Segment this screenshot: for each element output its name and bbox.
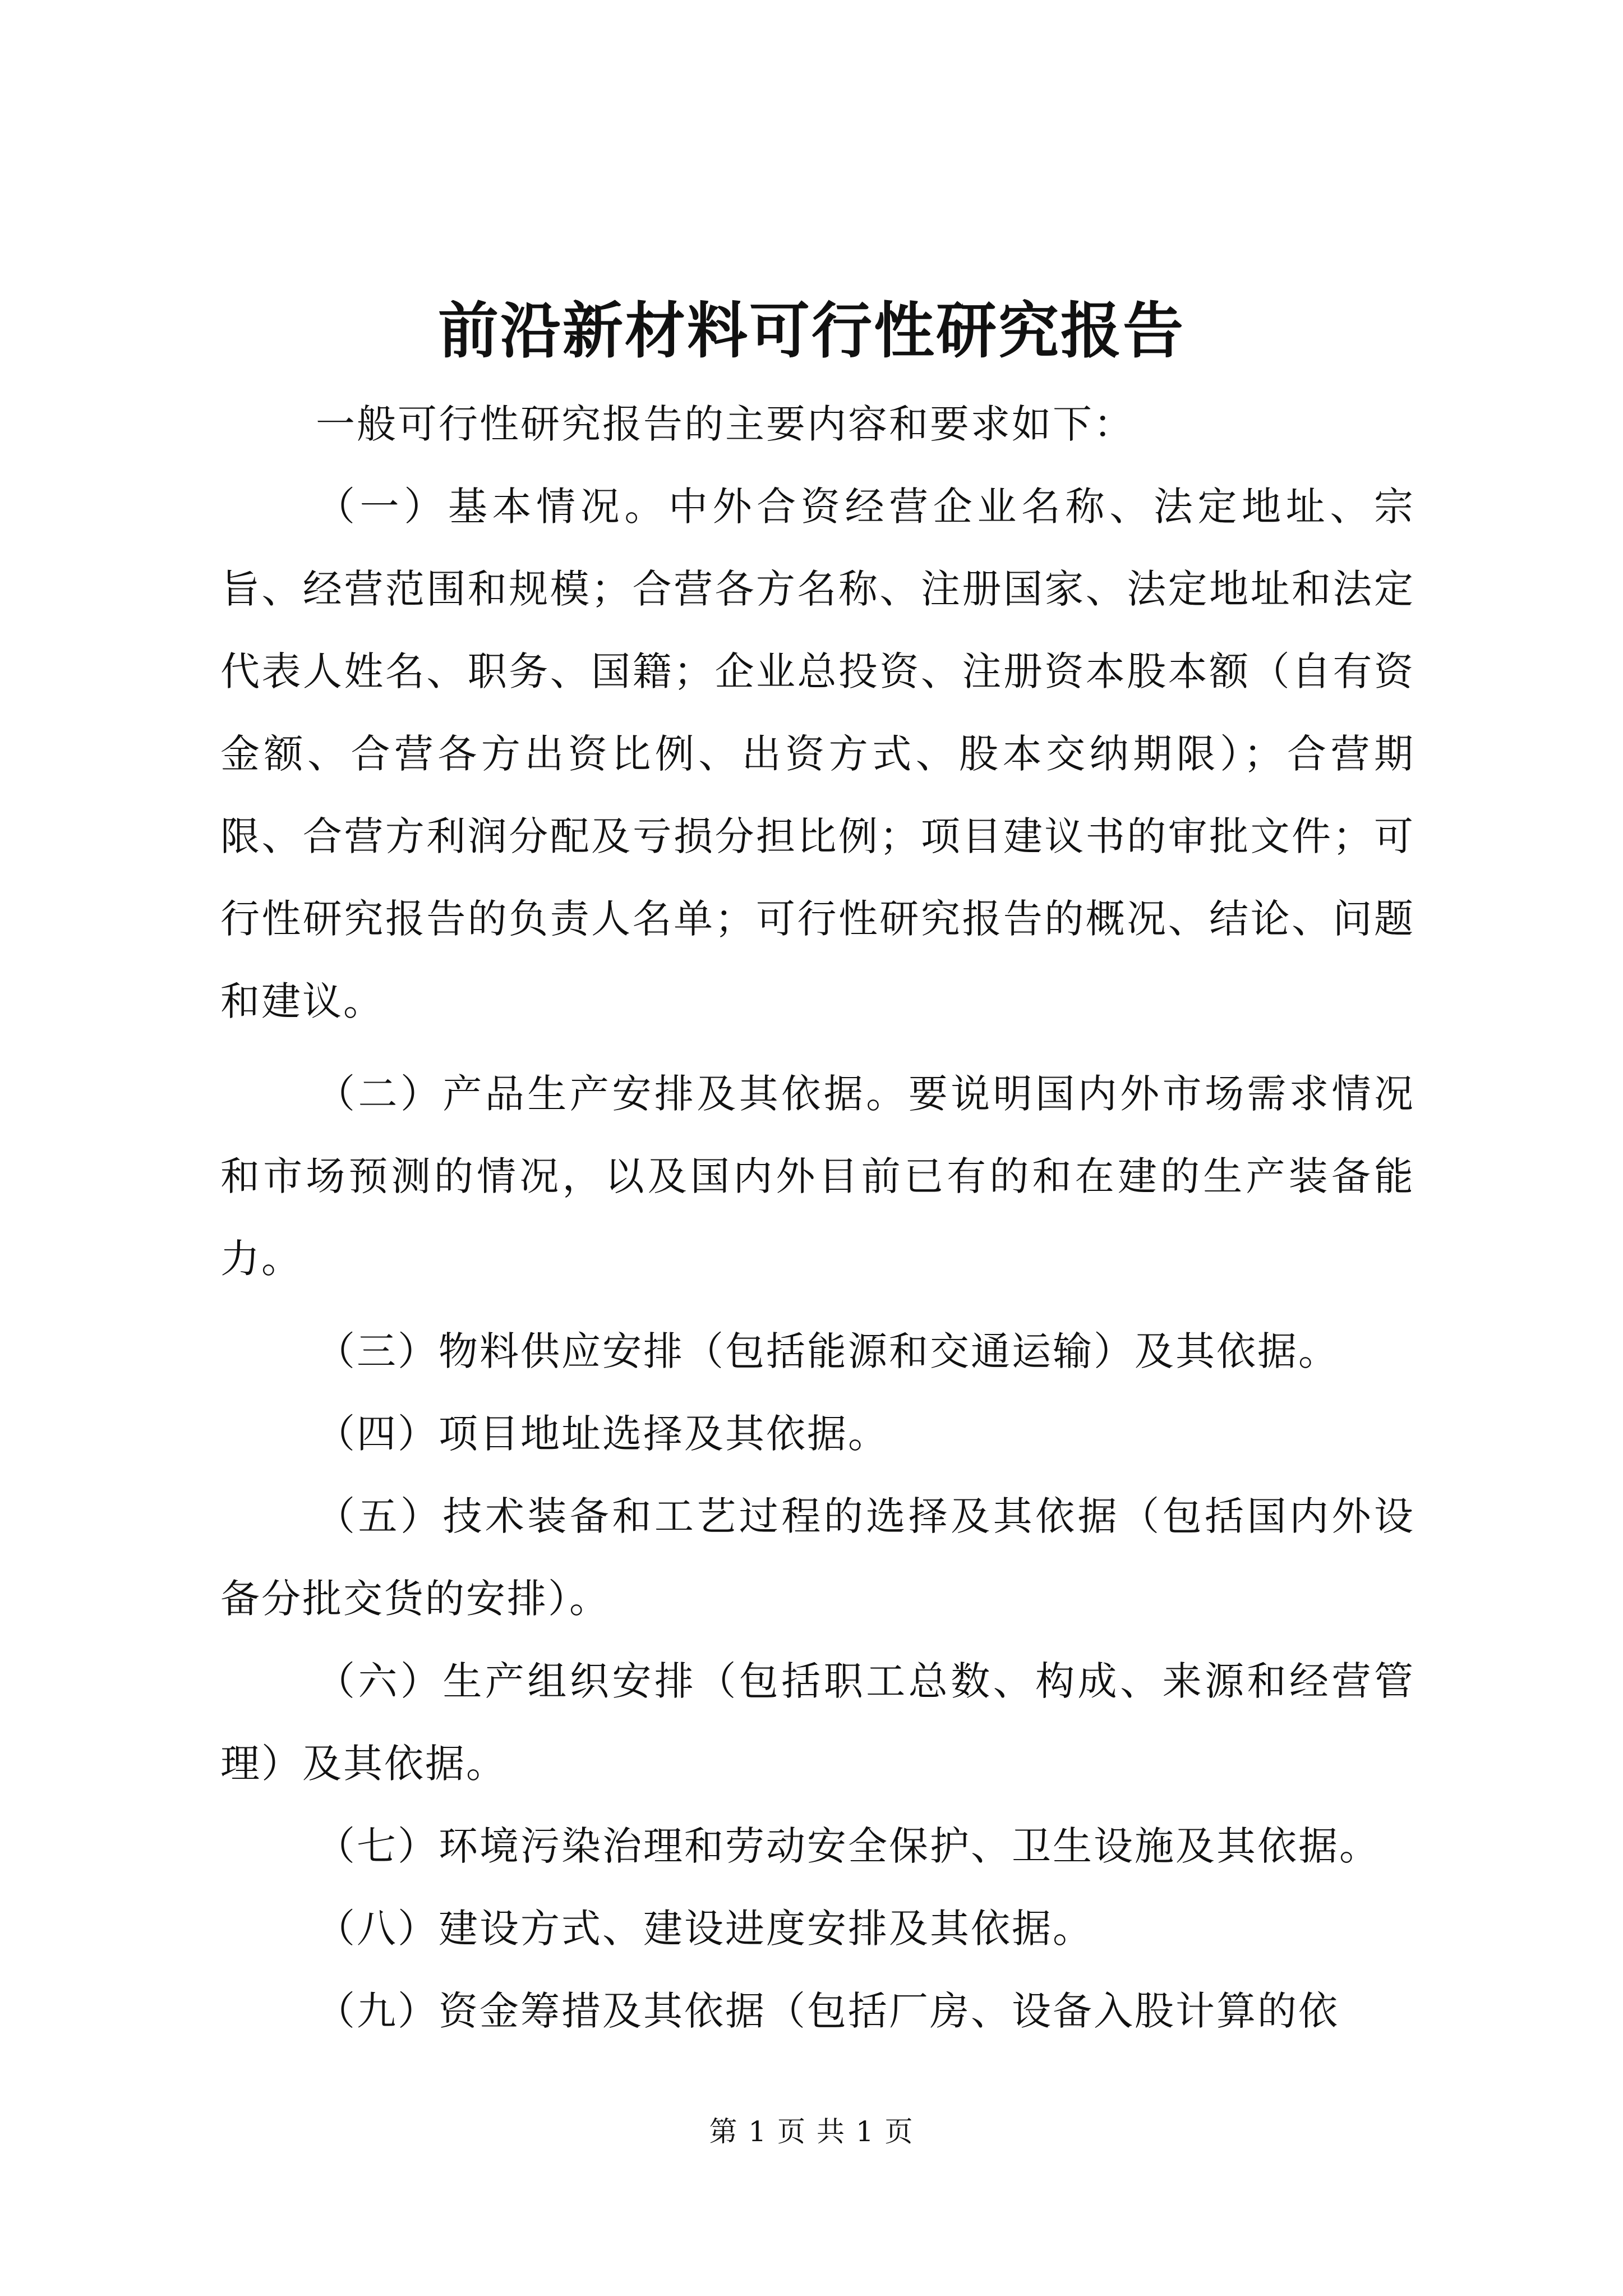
section-5-technology: （五）技术装备和工艺过程的选择及其依据（包括国内外设备分批交货的安排）。 bbox=[220, 1493, 1415, 1622]
section-9-funding: （九）资金筹措及其依据（包括厂房、设备入股计算的依 bbox=[316, 1988, 1339, 2034]
section-6-organization: （六）生产组织安排（包括职工总数、构成、来源和经营管理）及其依据。 bbox=[220, 1658, 1415, 1787]
section-8-construction: （八）建设方式、建设进度安排及其依据。 bbox=[316, 1906, 1094, 1952]
section-4-site: （四）项目地址选择及其依据。 bbox=[316, 1411, 889, 1457]
document-body bbox=[220, 383, 1415, 2053]
document-title: 前沿新材料可行性研究报告 bbox=[437, 296, 1185, 366]
section-7-environment: （七）环境污染治理和劳动安全保护、卫生设施及其依据。 bbox=[316, 1823, 1380, 1869]
section-1-basic-info: （一）基本情况。中外合资经营企业名称、法定地址、宗旨、经营范围和规模；合营各方名称、注册国家、法定地址和法定代表人姓名、职务、国籍；企业总投资、注册资本股本额（自有资金额、合营各方出资比例、出资方式、股本交纳期限）；合营期限、合营方利润分配及亏损分担比例；项目建议书的审批文件；可行性研究报告的负责人名单；可行性研究报告的概况、结论、问题和建议。 bbox=[220, 484, 1415, 1024]
section-3-materials: （三）物料供应安排（包括能源和交通运输）及其依据。 bbox=[316, 1328, 1339, 1374]
section-2-production: （二）产品生产安排及其依据。要说明国内外市场需求情况和市场预测的情况，以及国内外目前已有的和在建的生产装备能力。 bbox=[220, 1071, 1415, 1282]
intro-paragraph: 一般可行性研究报告的主要内容和要求如下： bbox=[316, 401, 1135, 447]
page-footer: 第 1 页 共 1 页 bbox=[709, 2115, 914, 2148]
